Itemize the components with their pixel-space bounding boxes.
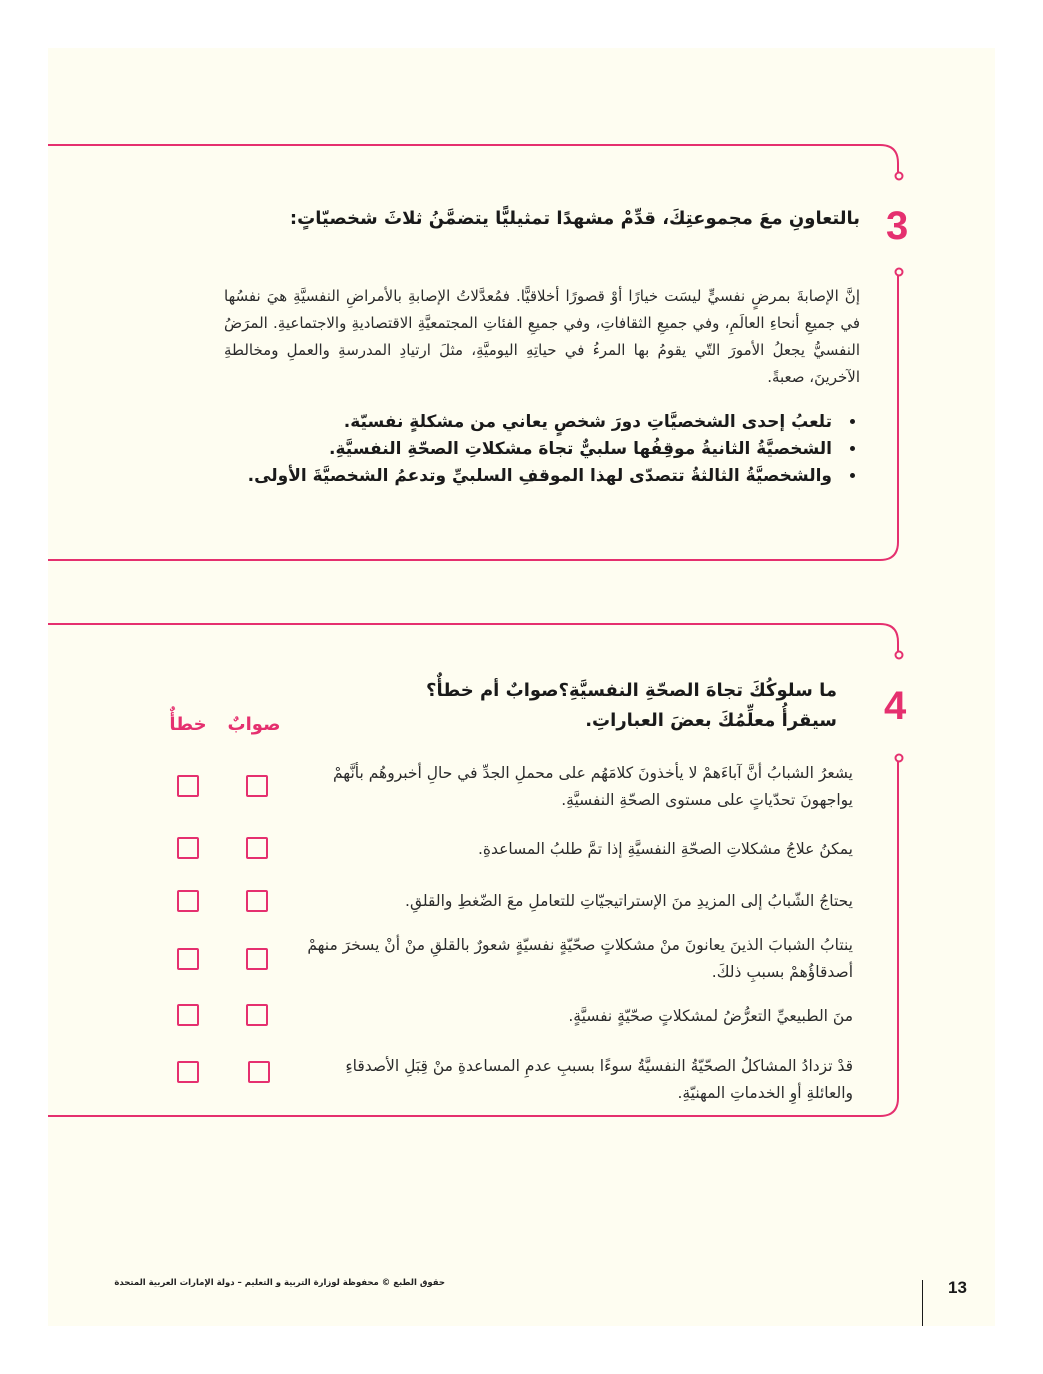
statement-text: يحتاجُ الشّبابُ إلى المزيدِ منَ الإستراتيجيّاتِ للتعاملِ معَ الضّغطِ والقلقِ. <box>405 892 853 910</box>
section4-heading-line2: سيقرأُ معلِّمُكَ بعضَ العباراتِ. <box>585 710 837 731</box>
list-item: • تلعبُ إحدى الشخصيَّاتِ دورَ شخصٍ يعاني من مشكلةٍ نفسيّة. <box>218 409 838 436</box>
section4-number: 4 <box>884 684 907 728</box>
section4-frame-top-dot <box>896 652 903 659</box>
statement-text: منَ الطبيعيِّ التعرُّضُ لمشكلاتٍ صحّيّةٍ نفسيَّةٍ. <box>568 1007 853 1025</box>
column-header-false: خطأٌ <box>169 714 207 735</box>
statement-text: قدْ تزدادُ المشاكلُ الصحّيّةُ النفسيَّةُ سوءًا بسببِ عدمِ المساعدةِ منْ قِبَلِ الأصدقاءِ والعائلةِ أوِ الخدماتِ المهنيّةِ. <box>345 1057 853 1102</box>
section4-heading-line1: ما سلوكُكَ تجاهَ الصحّةِ النفسيَّةِ؟صوابٌ أم خطأٌ؟ <box>426 680 837 701</box>
section3-frame-top-dot <box>896 173 903 180</box>
true-checkbox[interactable] <box>246 775 268 797</box>
true-checkbox[interactable] <box>246 890 268 912</box>
section3-bullet-list <box>218 409 860 490</box>
section3-frame-top <box>48 145 898 172</box>
section4-frame-top <box>48 624 898 651</box>
column-header-true: صوابٌ <box>227 714 281 735</box>
true-checkbox[interactable] <box>246 948 268 970</box>
false-checkbox[interactable] <box>177 1061 199 1083</box>
true-checkbox[interactable] <box>246 1004 268 1026</box>
section4-frame-mid-dot <box>896 755 903 762</box>
section3-paragraph: إنَّ الإصابةَ بمرضٍ نفسيٍّ ليسَت خيارًا أوْ قصورًا أخلاقيًّا. فمُعدَّلاتُ الإصابةِ بالأمراضِ النفسيَّةِ هيَ نفسُها في جميعِ أنحاءِ العالَمِ، وفي جميعِ الثقافاتِ، وفي جميعِ الفئاتِ المجتمعيَّةِ الاقتصاديةِ والاجتماعيةِ. المرَضُ النفسيُّ يجعلُ الأمورَ التّي يقومُ بها المرءُ في حياتِهِ اليوميَّةِ، مثلَ ارتيادِ المدرسةِ والعملِ ومخالطةِ الآخرينَ، صعبةً. <box>224 287 860 386</box>
section3-frame-mid-dot <box>896 269 903 276</box>
false-checkbox[interactable] <box>177 948 199 970</box>
footer-divider <box>922 1280 923 1326</box>
true-checkbox[interactable] <box>248 1061 270 1083</box>
false-checkbox[interactable] <box>177 775 199 797</box>
section3-number: 3 <box>886 204 909 248</box>
true-checkbox[interactable] <box>246 837 268 859</box>
list-item: • والشخصيَّةُ الثالثةُ تتصدّى لهذا الموقفِ السلبيِّ وتدعمُ الشخصيَّةَ الأولى. <box>218 463 838 490</box>
section3-heading: بالتعاونِ معَ مجموعتِكَ، قدِّمْ مشهدًا تمثيليًّا يتضمَّنُ ثلاثَ شخصيّاتٍ: <box>289 208 860 229</box>
false-checkbox[interactable] <box>177 1004 199 1026</box>
false-checkbox[interactable] <box>177 837 199 859</box>
page-number: 13 <box>948 1278 967 1297</box>
list-item: • الشخصيَّةُ الثانيةُ موقِفُها سلبيٌّ تجاهَ مشكلاتِ الصحّةِ النفسيَّةِ. <box>218 436 838 463</box>
false-checkbox[interactable] <box>177 890 199 912</box>
copyright-notice: حقوق الطبع © محفوظة لوزارة التربية و التعليم – دولة الإمارات العربية المتحدة <box>114 1278 445 1288</box>
statement-text: يمكنُ علاجُ مشكلاتِ الصحّةِ النفسيَّةِ إذا تمَّ طلبُ المساعدةِ. <box>477 840 853 858</box>
statement-text: يشعرُ الشبابُ أنَّ آباءَهمْ لا يأخذونَ كلامَهُم على محملِ الجدِّ في حالِ أخبروهُم بأنَّهمْ يواجهونَ تحدّياتٍ على مستوى الصحّةِ النفسيَّةِ. <box>332 764 853 809</box>
statement-text: ينتابُ الشبابَ الذينَ يعانونَ منْ مشكلاتٍ صحّيّةٍ نفسيّةٍ شعورٌ بالقلقِ منْ أنْ يسخرَ منهمْ أصدقاؤُهمْ بسببِ ذلكَ. <box>307 936 853 981</box>
